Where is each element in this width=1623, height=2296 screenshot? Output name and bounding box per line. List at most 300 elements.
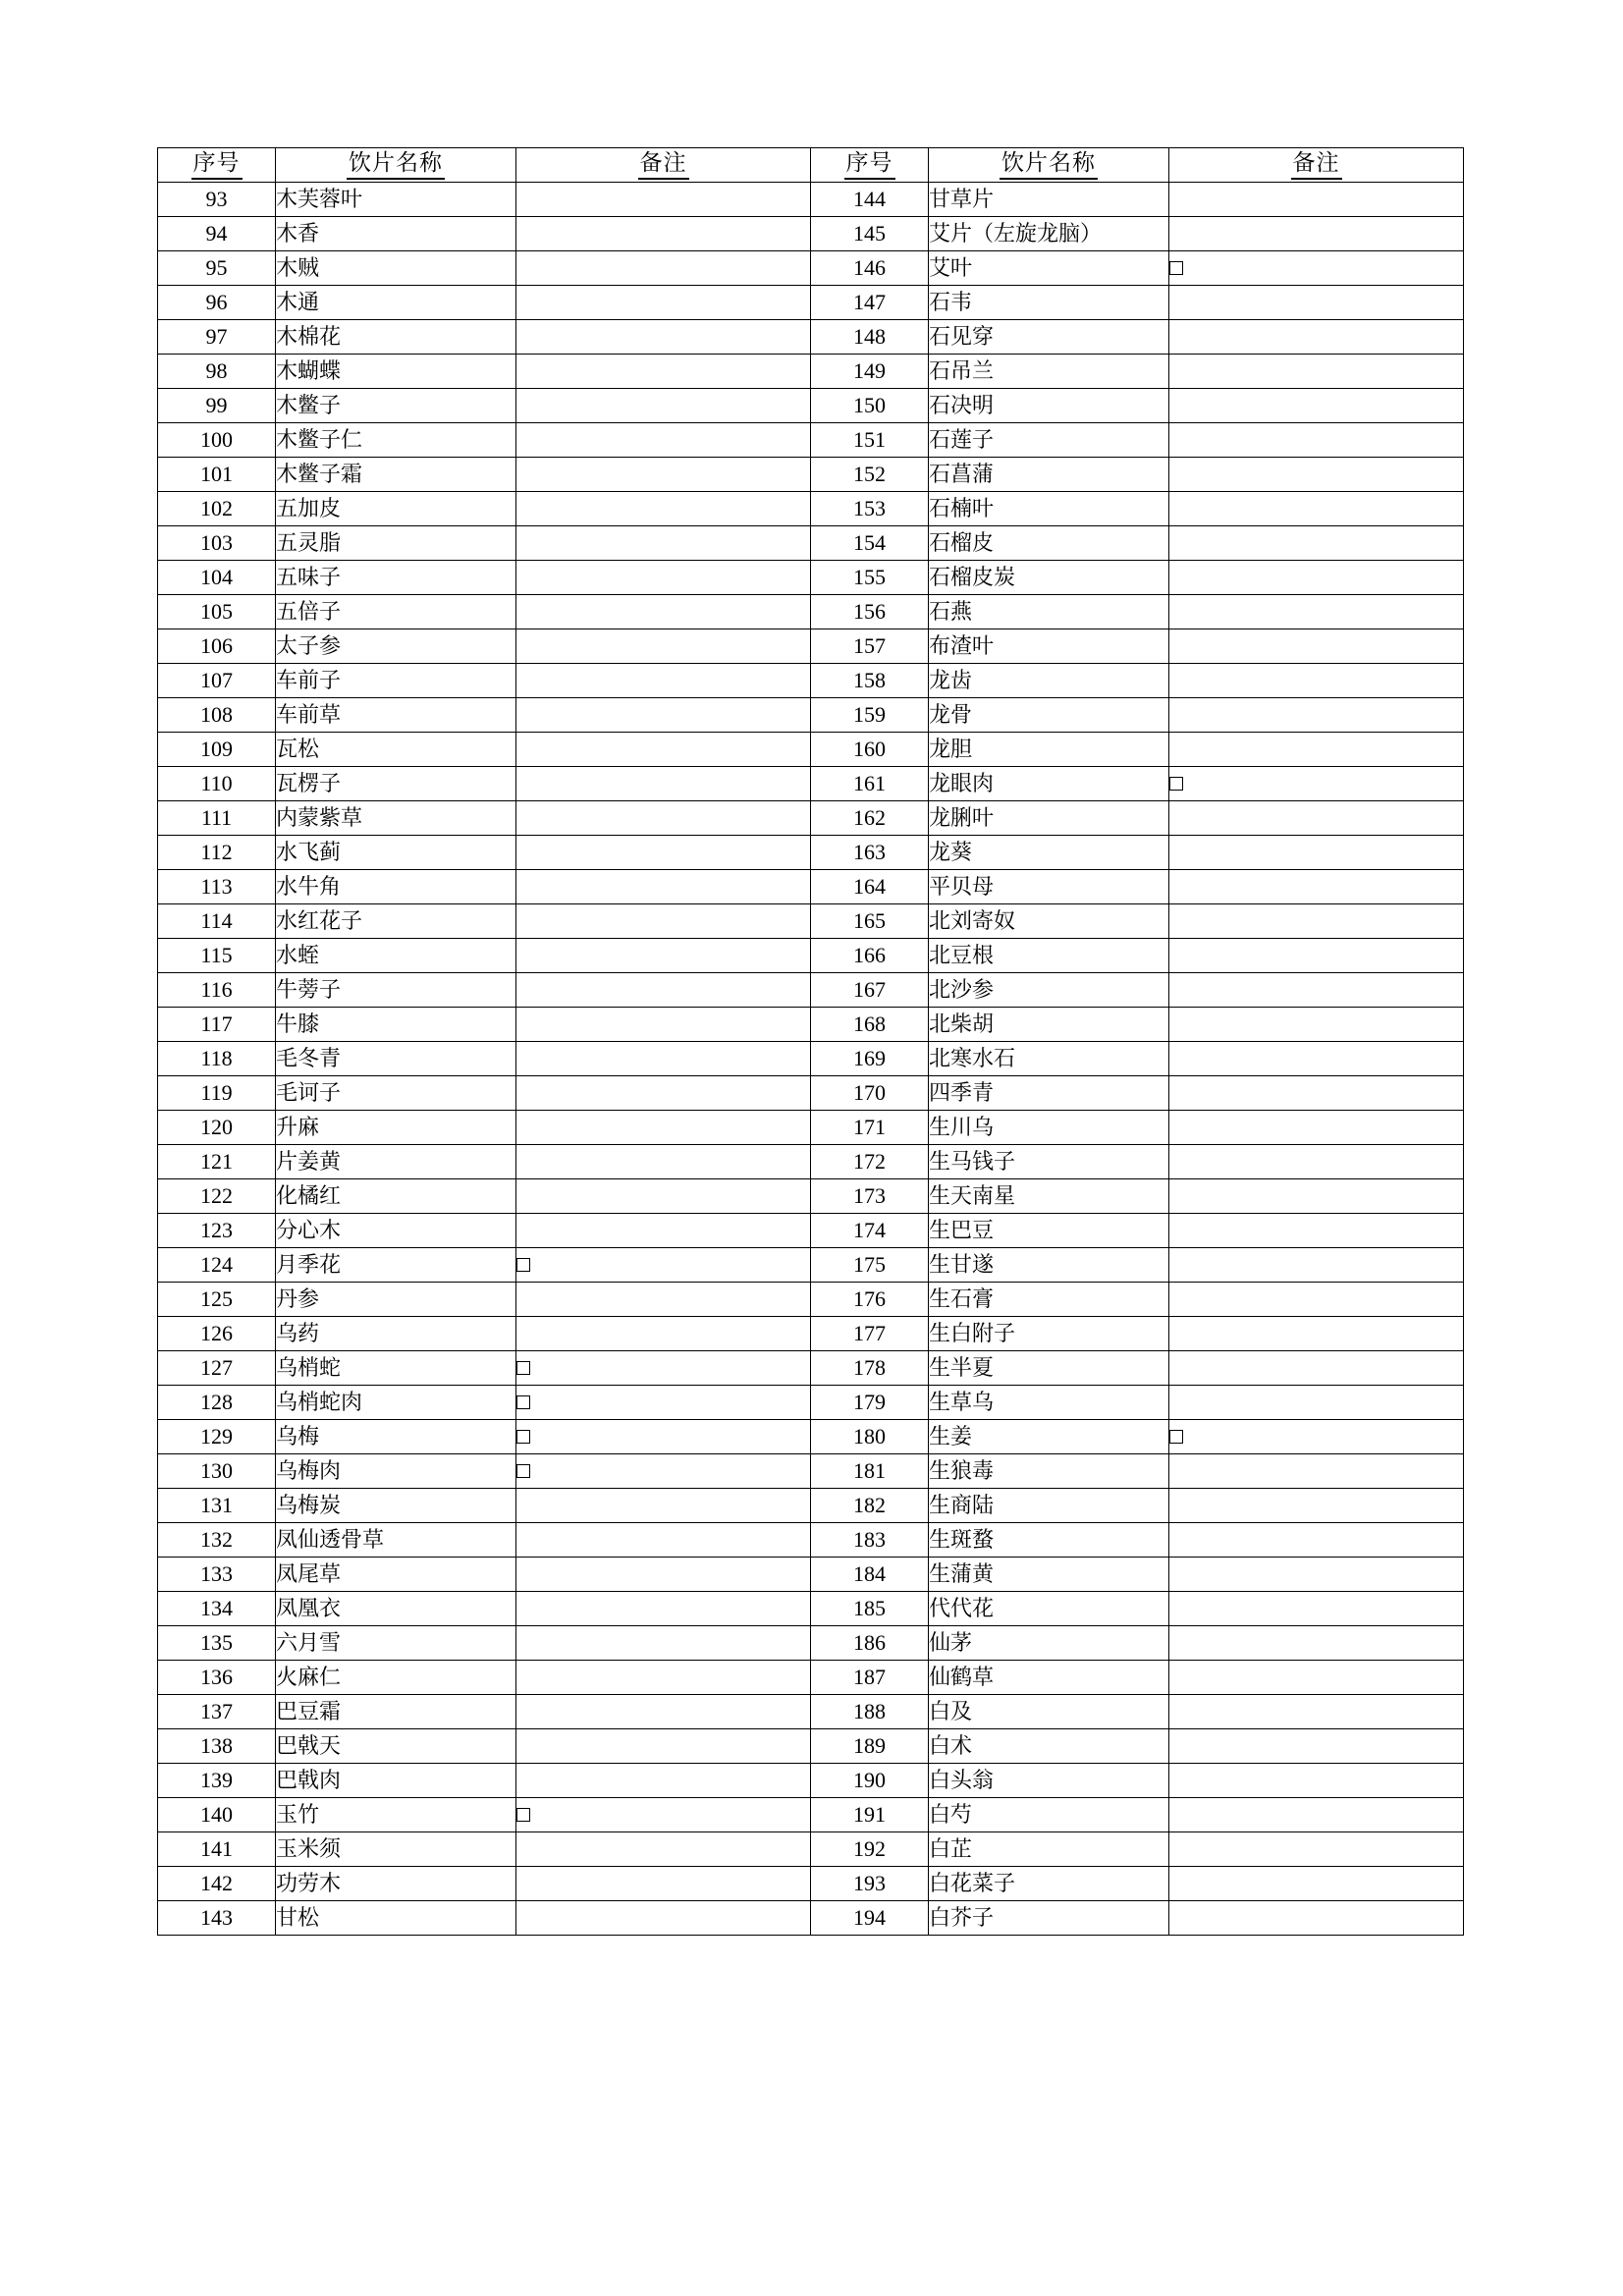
row-note-left[interactable] [516, 1317, 811, 1351]
row-note-left[interactable] [516, 286, 811, 320]
table-row [158, 286, 1464, 320]
row-note-right[interactable] [1169, 1042, 1464, 1076]
row-note-right[interactable] [1169, 423, 1464, 458]
row-name-left: 木通 [276, 286, 516, 320]
table-row [158, 698, 1464, 733]
table-header [158, 148, 1464, 183]
row-note-right[interactable] [1169, 733, 1464, 767]
row-note-left[interactable] [516, 389, 811, 423]
row-index-left: 133 [158, 1558, 276, 1592]
row-name-right: 石燕 [929, 595, 1169, 629]
row-note-left[interactable] [516, 458, 811, 492]
table-row [158, 1386, 1464, 1420]
column-header-name-right: 饮片名称 [929, 148, 1169, 183]
row-name-left: 车前子 [276, 664, 516, 698]
row-note-left[interactable] [516, 1111, 811, 1145]
row-index-left: 98 [158, 355, 276, 389]
row-note-left[interactable] [516, 870, 811, 904]
row-name-left: 巴戟肉 [276, 1764, 516, 1798]
row-note-right[interactable] [1169, 1179, 1464, 1214]
row-index-left: 135 [158, 1626, 276, 1661]
row-index-left: 136 [158, 1661, 276, 1695]
row-note-right[interactable] [1169, 251, 1464, 286]
table-row [158, 1764, 1464, 1798]
row-note-right[interactable] [1169, 664, 1464, 698]
row-note-left[interactable] [516, 561, 811, 595]
row-name-left: 水蛭 [276, 939, 516, 973]
column-header-name-left: 饮片名称 [276, 148, 516, 183]
row-index-left: 112 [158, 836, 276, 870]
table-row [158, 1351, 1464, 1386]
row-index-right: 170 [811, 1076, 929, 1111]
row-name-right: 石韦 [929, 286, 1169, 320]
row-note-left[interactable] [516, 1248, 811, 1283]
row-note-left[interactable] [516, 767, 811, 801]
row-name-right: 龙眼肉 [929, 767, 1169, 801]
row-name-right: 白头翁 [929, 1764, 1169, 1798]
row-index-right: 157 [811, 629, 929, 664]
row-note-left[interactable] [516, 1729, 811, 1764]
table-row [158, 595, 1464, 629]
row-note-right[interactable] [1169, 286, 1464, 320]
row-index-left: 119 [158, 1076, 276, 1111]
row-index-left: 128 [158, 1386, 276, 1420]
row-name-right: 石榴皮 [929, 526, 1169, 561]
row-note-left[interactable] [516, 1867, 811, 1901]
row-note-left[interactable] [516, 1351, 811, 1386]
row-note-left[interactable] [516, 1901, 811, 1936]
row-note-right[interactable] [1169, 870, 1464, 904]
row-note-left[interactable] [516, 1592, 811, 1626]
checkbox-icon[interactable] [516, 1258, 530, 1272]
table-row [158, 1901, 1464, 1936]
row-index-right: 167 [811, 973, 929, 1008]
row-index-left: 103 [158, 526, 276, 561]
row-note-right[interactable] [1169, 801, 1464, 836]
row-name-right: 生马钱子 [929, 1145, 1169, 1179]
row-note-right[interactable] [1169, 1111, 1464, 1145]
row-note-right[interactable] [1169, 1523, 1464, 1558]
row-name-left: 木鳖子仁 [276, 423, 516, 458]
row-index-left: 94 [158, 217, 276, 251]
row-note-left[interactable] [516, 1042, 811, 1076]
row-note-left[interactable] [516, 1489, 811, 1523]
row-index-left: 140 [158, 1798, 276, 1832]
row-index-right: 145 [811, 217, 929, 251]
row-note-left[interactable] [516, 355, 811, 389]
table-row [158, 1317, 1464, 1351]
row-note-left[interactable] [516, 1076, 811, 1111]
row-name-right: 生天南星 [929, 1179, 1169, 1214]
row-note-right[interactable] [1169, 1832, 1464, 1867]
row-note-left[interactable] [516, 1558, 811, 1592]
table-row [158, 320, 1464, 355]
row-note-right[interactable] [1169, 1729, 1464, 1764]
row-name-left: 木香 [276, 217, 516, 251]
row-index-left: 97 [158, 320, 276, 355]
row-index-left: 99 [158, 389, 276, 423]
row-index-right: 148 [811, 320, 929, 355]
row-name-right: 生甘遂 [929, 1248, 1169, 1283]
row-index-right: 191 [811, 1798, 929, 1832]
row-name-right: 生狼毒 [929, 1454, 1169, 1489]
table-row [158, 767, 1464, 801]
row-name-left: 凤凰衣 [276, 1592, 516, 1626]
row-note-left[interactable] [516, 1283, 811, 1317]
row-note-left[interactable] [516, 1008, 811, 1042]
row-note-left[interactable] [516, 1420, 811, 1454]
row-index-left: 142 [158, 1867, 276, 1901]
row-name-right: 龙胆 [929, 733, 1169, 767]
checkbox-icon[interactable] [516, 1464, 530, 1478]
row-index-right: 171 [811, 1111, 929, 1145]
table-row [158, 355, 1464, 389]
row-name-left: 玉竹 [276, 1798, 516, 1832]
row-name-right: 艾叶 [929, 251, 1169, 286]
row-index-right: 168 [811, 1008, 929, 1042]
row-name-left: 乌梢蛇肉 [276, 1386, 516, 1420]
row-note-left[interactable] [516, 217, 811, 251]
table-row [158, 1179, 1464, 1214]
table-row [158, 1626, 1464, 1661]
row-name-left: 乌梢蛇 [276, 1351, 516, 1386]
row-note-left[interactable] [516, 904, 811, 939]
row-index-right: 155 [811, 561, 929, 595]
row-note-left[interactable] [516, 251, 811, 286]
row-index-left: 114 [158, 904, 276, 939]
row-note-left[interactable] [516, 1179, 811, 1214]
row-index-left: 118 [158, 1042, 276, 1076]
row-index-left: 109 [158, 733, 276, 767]
table-row [158, 492, 1464, 526]
row-note-right[interactable] [1169, 355, 1464, 389]
table-row [158, 458, 1464, 492]
row-index-right: 177 [811, 1317, 929, 1351]
row-note-right[interactable] [1169, 1661, 1464, 1695]
row-index-right: 150 [811, 389, 929, 423]
column-header-index-left: 序号 [158, 148, 276, 183]
checkbox-icon[interactable] [516, 1430, 530, 1444]
row-index-right: 175 [811, 1248, 929, 1283]
row-name-left: 化橘红 [276, 1179, 516, 1214]
row-index-right: 162 [811, 801, 929, 836]
row-note-right[interactable] [1169, 1867, 1464, 1901]
row-name-left: 木芙蓉叶 [276, 183, 516, 217]
row-note-right[interactable] [1169, 1420, 1464, 1454]
row-index-left: 106 [158, 629, 276, 664]
row-name-left: 五灵脂 [276, 526, 516, 561]
row-index-right: 194 [811, 1901, 929, 1936]
row-name-right: 生斑蝥 [929, 1523, 1169, 1558]
row-note-left[interactable] [516, 733, 811, 767]
row-name-right: 四季青 [929, 1076, 1169, 1111]
row-name-right: 白花菜子 [929, 1867, 1169, 1901]
row-note-right[interactable] [1169, 595, 1464, 629]
row-note-left[interactable] [516, 1798, 811, 1832]
row-index-right: 184 [811, 1558, 929, 1592]
row-index-left: 141 [158, 1832, 276, 1867]
table-row [158, 904, 1464, 939]
row-name-right: 龙葵 [929, 836, 1169, 870]
row-name-right: 生石膏 [929, 1283, 1169, 1317]
table-row [158, 1008, 1464, 1042]
row-index-right: 180 [811, 1420, 929, 1454]
row-note-right[interactable] [1169, 1489, 1464, 1523]
row-index-left: 137 [158, 1695, 276, 1729]
drug-list-table-wrapper [157, 147, 1463, 1936]
row-name-right: 石榴皮炭 [929, 561, 1169, 595]
row-name-left: 木鳖子霜 [276, 458, 516, 492]
table-row [158, 561, 1464, 595]
row-index-left: 132 [158, 1523, 276, 1558]
row-name-right: 白芷 [929, 1832, 1169, 1867]
table-row [158, 733, 1464, 767]
row-note-left[interactable] [516, 939, 811, 973]
row-note-left[interactable] [516, 423, 811, 458]
checkbox-icon[interactable] [516, 1808, 530, 1822]
row-index-left: 96 [158, 286, 276, 320]
row-index-right: 161 [811, 767, 929, 801]
row-name-right: 石楠叶 [929, 492, 1169, 526]
row-index-right: 192 [811, 1832, 929, 1867]
row-name-left: 毛诃子 [276, 1076, 516, 1111]
row-index-left: 129 [158, 1420, 276, 1454]
row-index-left: 115 [158, 939, 276, 973]
table-row [158, 1798, 1464, 1832]
row-note-right[interactable] [1169, 904, 1464, 939]
row-note-left[interactable] [516, 1214, 811, 1248]
row-index-right: 187 [811, 1661, 929, 1695]
row-index-right: 173 [811, 1179, 929, 1214]
table-row [158, 870, 1464, 904]
table-row [158, 1420, 1464, 1454]
table-row [158, 973, 1464, 1008]
table-row [158, 1042, 1464, 1076]
row-note-left[interactable] [516, 973, 811, 1008]
row-index-right: 182 [811, 1489, 929, 1523]
row-index-right: 152 [811, 458, 929, 492]
row-index-right: 189 [811, 1729, 929, 1764]
row-index-right: 183 [811, 1523, 929, 1558]
row-index-right: 181 [811, 1454, 929, 1489]
row-name-left: 功劳木 [276, 1867, 516, 1901]
row-note-left[interactable] [516, 1454, 811, 1489]
row-name-right: 石菖蒲 [929, 458, 1169, 492]
row-note-right[interactable] [1169, 320, 1464, 355]
table-row [158, 1248, 1464, 1283]
row-name-right: 北豆根 [929, 939, 1169, 973]
row-note-left[interactable] [516, 1626, 811, 1661]
row-name-left: 升麻 [276, 1111, 516, 1145]
row-note-right[interactable] [1169, 1798, 1464, 1832]
row-note-right[interactable] [1169, 1454, 1464, 1489]
row-index-right: 188 [811, 1695, 929, 1729]
row-name-left: 毛冬青 [276, 1042, 516, 1076]
row-note-left[interactable] [516, 183, 811, 217]
row-index-left: 127 [158, 1351, 276, 1386]
row-name-right: 生白附子 [929, 1317, 1169, 1351]
table-row [158, 1729, 1464, 1764]
row-note-right[interactable] [1169, 183, 1464, 217]
row-note-left[interactable] [516, 1523, 811, 1558]
row-note-right[interactable] [1169, 1283, 1464, 1317]
row-note-right[interactable] [1169, 458, 1464, 492]
row-name-right: 艾片（左旋龙脑） [929, 217, 1169, 251]
row-note-right[interactable] [1169, 1695, 1464, 1729]
row-note-right[interactable] [1169, 1317, 1464, 1351]
row-note-left[interactable] [516, 801, 811, 836]
checkbox-icon[interactable] [516, 1395, 530, 1409]
column-header-note-right: 备注 [1169, 148, 1464, 183]
row-name-left: 六月雪 [276, 1626, 516, 1661]
row-note-left[interactable] [516, 492, 811, 526]
row-name-left: 木贼 [276, 251, 516, 286]
table-row [158, 183, 1464, 217]
table-row [158, 1661, 1464, 1695]
row-note-left[interactable] [516, 698, 811, 733]
row-note-right[interactable] [1169, 1901, 1464, 1936]
row-index-left: 138 [158, 1729, 276, 1764]
row-name-right: 生姜 [929, 1420, 1169, 1454]
row-name-right: 白芍 [929, 1798, 1169, 1832]
row-name-right: 平贝母 [929, 870, 1169, 904]
row-index-left: 95 [158, 251, 276, 286]
row-note-right[interactable] [1169, 1351, 1464, 1386]
row-note-left[interactable] [516, 836, 811, 870]
row-name-left: 巴戟天 [276, 1729, 516, 1764]
row-name-left: 火麻仁 [276, 1661, 516, 1695]
row-note-left[interactable] [516, 320, 811, 355]
row-name-left: 五味子 [276, 561, 516, 595]
checkbox-icon[interactable] [1169, 1430, 1183, 1444]
row-note-left[interactable] [516, 1661, 811, 1695]
column-header-note-left: 备注 [516, 148, 811, 183]
row-note-left[interactable] [516, 1695, 811, 1729]
table-row [158, 1145, 1464, 1179]
checkbox-icon[interactable] [516, 1361, 530, 1375]
row-note-right[interactable] [1169, 526, 1464, 561]
row-note-left[interactable] [516, 664, 811, 698]
row-name-left: 凤尾草 [276, 1558, 516, 1592]
row-name-right: 生巴豆 [929, 1214, 1169, 1248]
row-name-left: 瓦松 [276, 733, 516, 767]
table-row [158, 389, 1464, 423]
checkbox-icon[interactable] [1169, 261, 1183, 275]
row-note-right[interactable] [1169, 492, 1464, 526]
row-name-left: 木鳖子 [276, 389, 516, 423]
row-index-left: 116 [158, 973, 276, 1008]
table-row [158, 1076, 1464, 1111]
row-note-right[interactable] [1169, 939, 1464, 973]
row-note-right[interactable] [1169, 973, 1464, 1008]
row-note-left[interactable] [516, 1386, 811, 1420]
row-index-right: 174 [811, 1214, 929, 1248]
row-note-right[interactable] [1169, 698, 1464, 733]
row-note-right[interactable] [1169, 1558, 1464, 1592]
table-row [158, 629, 1464, 664]
row-note-right[interactable] [1169, 1214, 1464, 1248]
row-index-left: 124 [158, 1248, 276, 1283]
row-note-right[interactable] [1169, 217, 1464, 251]
row-index-left: 104 [158, 561, 276, 595]
row-note-right[interactable] [1169, 629, 1464, 664]
row-name-left: 五倍子 [276, 595, 516, 629]
row-index-right: 153 [811, 492, 929, 526]
row-index-left: 111 [158, 801, 276, 836]
row-name-left: 牛蒡子 [276, 973, 516, 1008]
table-row [158, 1695, 1464, 1729]
row-note-right[interactable] [1169, 767, 1464, 801]
row-index-left: 126 [158, 1317, 276, 1351]
row-name-right: 代代花 [929, 1592, 1169, 1626]
row-note-right[interactable] [1169, 1592, 1464, 1626]
row-name-left: 乌药 [276, 1317, 516, 1351]
row-name-right: 石见穿 [929, 320, 1169, 355]
row-index-left: 134 [158, 1592, 276, 1626]
row-note-left[interactable] [516, 1764, 811, 1798]
row-name-left: 甘松 [276, 1901, 516, 1936]
row-index-right: 146 [811, 251, 929, 286]
row-note-left[interactable] [516, 629, 811, 664]
row-name-left: 片姜黄 [276, 1145, 516, 1179]
row-note-left[interactable] [516, 526, 811, 561]
checkbox-icon[interactable] [1169, 777, 1183, 791]
row-note-left[interactable] [516, 1145, 811, 1179]
row-name-left: 乌梅 [276, 1420, 516, 1454]
table-row [158, 1489, 1464, 1523]
row-index-left: 113 [158, 870, 276, 904]
table-row [158, 1214, 1464, 1248]
row-note-right[interactable] [1169, 836, 1464, 870]
row-name-left: 瓦楞子 [276, 767, 516, 801]
row-index-right: 158 [811, 664, 929, 698]
row-note-right[interactable] [1169, 1076, 1464, 1111]
row-note-right[interactable] [1169, 1386, 1464, 1420]
row-name-right: 石莲子 [929, 423, 1169, 458]
row-index-right: 149 [811, 355, 929, 389]
row-note-right[interactable] [1169, 1626, 1464, 1661]
row-name-left: 分心木 [276, 1214, 516, 1248]
row-index-left: 121 [158, 1145, 276, 1179]
row-name-right: 生蒲黄 [929, 1558, 1169, 1592]
row-index-right: 190 [811, 1764, 929, 1798]
row-name-left: 水飞蓟 [276, 836, 516, 870]
row-index-right: 144 [811, 183, 929, 217]
row-note-left[interactable] [516, 1832, 811, 1867]
row-name-left: 乌梅肉 [276, 1454, 516, 1489]
row-index-left: 105 [158, 595, 276, 629]
row-note-right[interactable] [1169, 1764, 1464, 1798]
row-index-left: 100 [158, 423, 276, 458]
row-name-left: 车前草 [276, 698, 516, 733]
row-name-left: 水红花子 [276, 904, 516, 939]
table-row [158, 526, 1464, 561]
row-index-right: 163 [811, 836, 929, 870]
row-index-left: 122 [158, 1179, 276, 1214]
row-index-left: 139 [158, 1764, 276, 1798]
row-note-right[interactable] [1169, 561, 1464, 595]
row-name-right: 生川乌 [929, 1111, 1169, 1145]
row-name-left: 木蝴蝶 [276, 355, 516, 389]
row-name-right: 北柴胡 [929, 1008, 1169, 1042]
row-note-right[interactable] [1169, 1008, 1464, 1042]
row-note-right[interactable] [1169, 1145, 1464, 1179]
table-row [158, 1454, 1464, 1489]
row-note-right[interactable] [1169, 389, 1464, 423]
row-note-left[interactable] [516, 595, 811, 629]
row-note-right[interactable] [1169, 1248, 1464, 1283]
row-name-right: 石决明 [929, 389, 1169, 423]
